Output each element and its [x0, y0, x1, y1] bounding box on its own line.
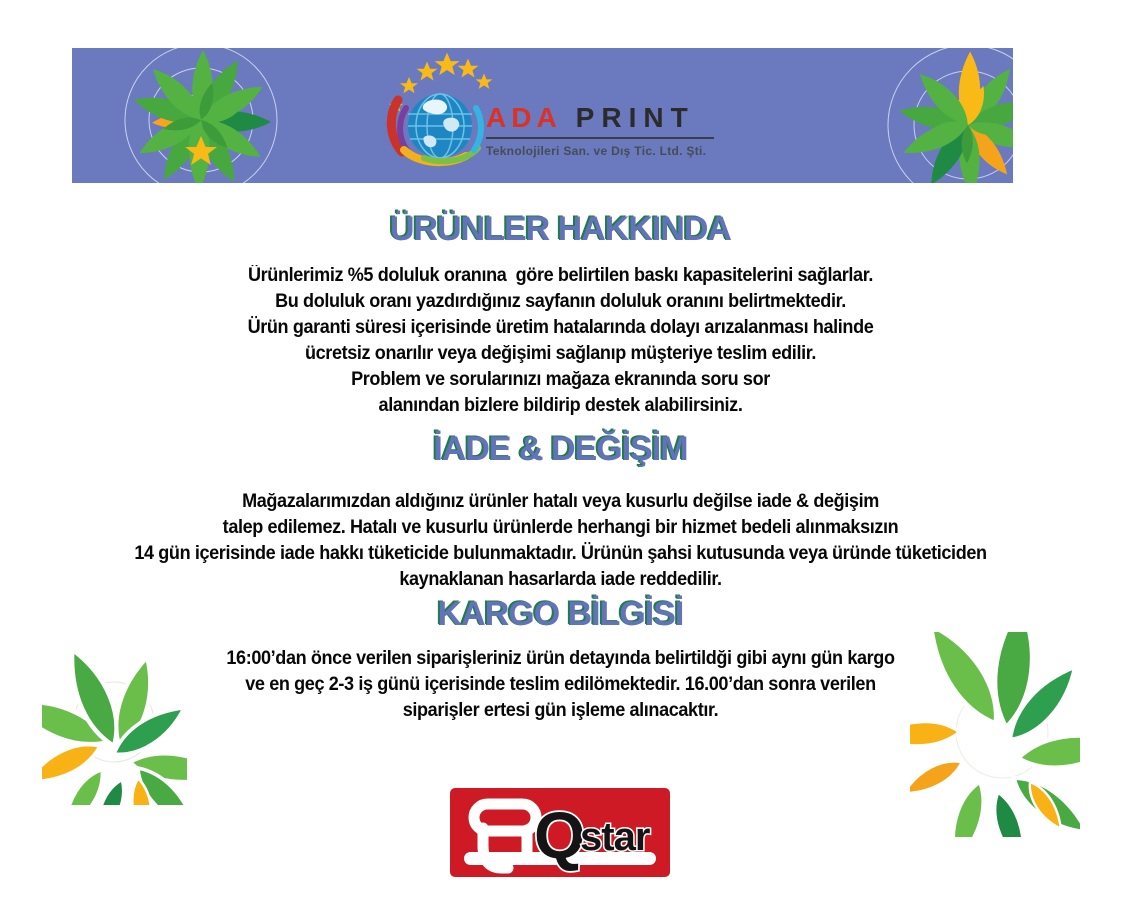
- leaf-ornament-top-left: [86, 48, 316, 183]
- paragraph-line: ücretsiz onarılır veya değişimi sağlanıp müşteriye teslim edilir.: [304, 343, 817, 364]
- section-heading-kargo-bilgisi: KARGO BİLGİSİ: [437, 595, 684, 633]
- qstar-logo: [450, 788, 670, 877]
- paragraph-line: 16:00’dan önce verilen siparişleriniz ürün detayında belirtildği gibi aynı gün kargo: [226, 648, 895, 669]
- section-heading-iade-degisim: İADE & DEĞİŞİM: [433, 430, 688, 468]
- brand-print: PRINT: [575, 102, 695, 133]
- section-paragraph-kargo-bilgisi: [28, 646, 1093, 724]
- brand-ada: ADA: [486, 102, 562, 133]
- brand-underline: [486, 137, 714, 139]
- paragraph-line: Ürün garanti süresi içerisinde üretim hatalarında dolayı arızalanması halinde: [247, 317, 874, 338]
- header-banner: [72, 48, 1013, 183]
- brand-subtitle: Teknolojileri San. ve Dış Tic. Ltd. Şti.: [486, 144, 707, 158]
- section-paragraph-iade-degisim: [28, 489, 1093, 593]
- paragraph-line: ve en geç 2-3 iş günü içerisinde teslim edilömektedir. 16.00’dan sonra verilen: [245, 674, 876, 695]
- qstar-star-text: star: [580, 815, 650, 859]
- paragraph-line: 14 gün içerisinde iade hakkı tüketicide bulunmaktadır. Ürünün şahsi kutusunda veya üründe tüketiciden: [134, 543, 987, 564]
- paragraph-line: alanından bizlere bildirip destek alabilirsiniz.: [378, 395, 743, 416]
- section-heading-urunler-hakkinda: ÜRÜNLER HAKKINDA: [390, 210, 731, 248]
- paragraph-line: Problem ve sorularınızı mağaza ekranında soru sor: [351, 369, 770, 390]
- adaprint-globe-logo: [384, 52, 496, 178]
- paragraph-line: Ürünlerimiz %5 doluluk oranına göre belirtilen baskı kapasitelerini sağlarlar.: [247, 265, 874, 286]
- adaprint-wordmark: [486, 102, 726, 158]
- section-paragraph-urunler-hakkinda: [28, 263, 1093, 419]
- stars-arc-icon: [389, 53, 493, 112]
- paragraph-line: Bu doluluk oranı yazdırdığınız sayfanın doluluk oranını belirtmektedir.: [275, 291, 846, 312]
- paragraph-line: talep edilemez. Hatalı ve kusurlu ürünlerde herhangi bir hizmet bedeli alınmaksızın: [222, 517, 899, 538]
- paragraph-line: siparişler ertesi gün işleme alınacaktır.: [402, 700, 719, 721]
- paragraph-line: Mağazalarımızdan aldığınız ürünler hatalı veya kusurlu değilse iade & değişim: [242, 491, 879, 512]
- paragraph-line: kaynaklanan hasarlarda iade reddedilir.: [399, 569, 722, 590]
- leaf-ornament-top-right: [850, 48, 1013, 183]
- qstar-q-text: Q: [534, 798, 586, 872]
- globe-icon: [391, 94, 481, 162]
